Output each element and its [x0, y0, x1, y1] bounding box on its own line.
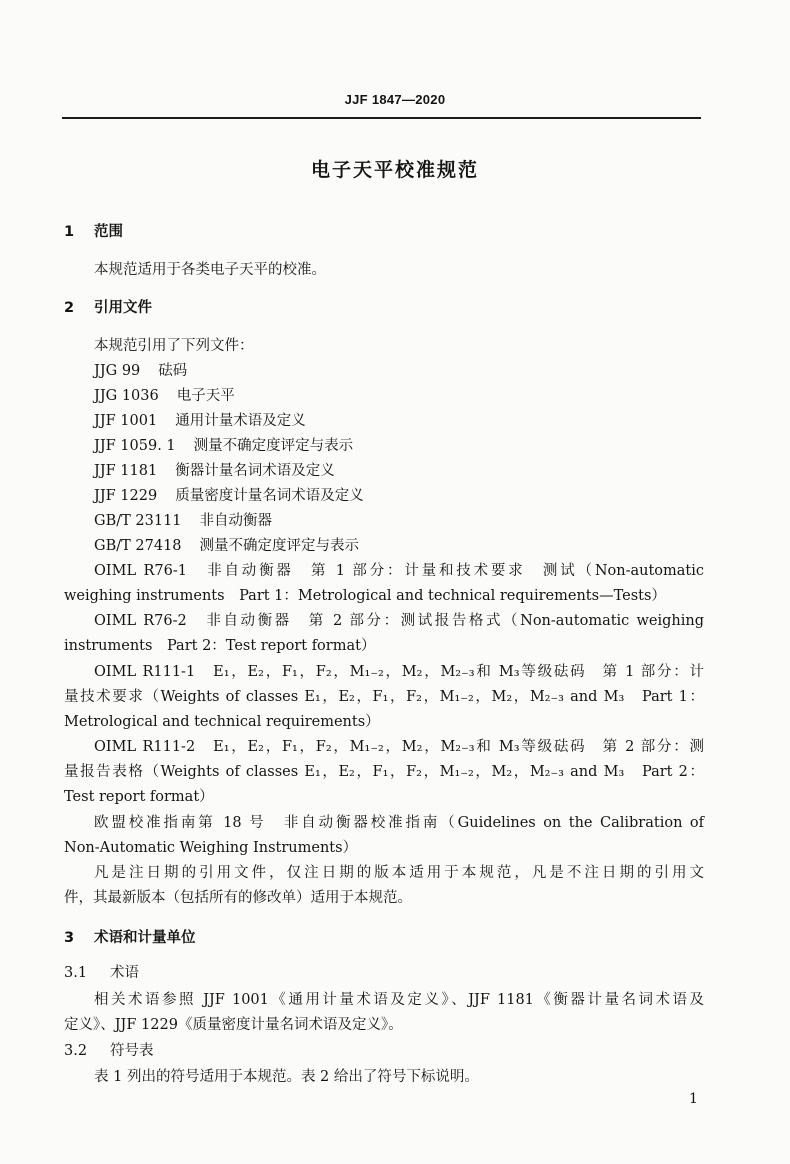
page-title: 电子天平校准规范: [310, 159, 479, 181]
reference-name: 通用计量术语及定义: [175, 413, 306, 429]
page-number: 1: [689, 1091, 698, 1107]
reference-code: JJF 1059. 1: [94, 438, 176, 454]
reference-item: [94, 386, 235, 406]
reference-name: 电子天平: [176, 388, 235, 404]
oiml-r76-1-line-2: weighing instruments Part 1：Metrological and technical requirements—Tests）: [64, 588, 666, 604]
oiml-r111-2-line-1: OIML R111-2 E₁，E₂，F₁，F₂，M₁₋₂，M₂，M₂₋₃和 M₃等级砝码 第 2 部分：测: [94, 739, 704, 755]
oiml-r111-1-line-2: 量技术要求（Weights of classes E₁，E₂，F₁，F₂，M₁₋₂，M₂，M₂₋₃ and M₃ Part 1：: [64, 689, 704, 705]
reference-code: JJF 1229: [94, 488, 158, 504]
oiml-r76-1-line-1: OIML R76-1 非自动衡器 第 1 部分：计量和技术要求 测试（Non-automatic: [94, 563, 704, 579]
subsection-3-1-body-line-1: 相关术语参照 JJF 1001《通用计量术语及定义》、JJF 1181《衡器计量名词术语及: [94, 992, 704, 1008]
oiml-r111-1-line-3: Metrological and technical requirements）: [64, 714, 380, 730]
section-3-number: 3: [64, 930, 75, 946]
reference-name: 砝码: [158, 363, 188, 379]
reference-name: 衡器计量名词术语及定义: [175, 463, 335, 479]
dated-note-line-2: 件，其最新版本（包括所有的修改单）适用于本规范。: [64, 890, 412, 906]
section-1-title: 范围: [94, 224, 123, 240]
section-3-title: 术语和计量单位: [94, 930, 196, 946]
reference-name: 质量密度计量名词术语及定义: [175, 488, 364, 504]
reference-code: JJF 1001: [94, 413, 158, 429]
section-1-number: 1: [64, 224, 75, 240]
eu-guide-line-1: 欧盟校准指南第 18 号 非自动衡器校准指南（Guidelines on the Calibration of: [94, 815, 704, 831]
reference-item: [94, 436, 353, 456]
reference-name: 测量不确定度评定与表示: [193, 438, 354, 454]
reference-item: [94, 361, 187, 381]
oiml-r111-1-line-1: OIML R111-1 E₁，E₂，F₁，F₂，M₁₋₂，M₂，M₂₋₃和 M₃等级砝码 第 1 部分：计: [94, 664, 704, 680]
reference-item: [94, 486, 364, 506]
reference-item: [94, 411, 306, 431]
eu-guide-line-2: Non-Automatic Weighing Instruments）: [64, 840, 358, 856]
reference-item: [94, 536, 359, 556]
reference-code: JJG 1036: [94, 388, 159, 404]
subsection-3-2-title: 符号表: [110, 1043, 154, 1059]
section-2-title: 引用文件: [94, 300, 152, 316]
subsection-3-2-number: 3.2: [64, 1043, 88, 1059]
reference-item: [94, 461, 335, 481]
section-3-heading: [64, 928, 196, 948]
reference-name: 非自动衡器: [199, 513, 273, 529]
document-header-code: JJF 1847—2020: [344, 92, 446, 107]
reference-code: GB/T 23111: [94, 513, 182, 529]
oiml-r111-2-line-3: Test report format）: [64, 789, 214, 805]
header-rule: [62, 117, 701, 119]
dated-note-line-1: 凡是注日期的引用文件，仅注日期的版本适用于本规范，凡是不注日期的引用文: [94, 865, 704, 881]
reference-item: [94, 511, 272, 531]
subsection-3-1-number: 3.1: [64, 965, 88, 981]
section-2-intro: 本规范引用了下列文件：: [94, 338, 254, 354]
subsection-3-1-body-line-2: 定义》、JJF 1229《质量密度计量名词术语及定义》。: [64, 1017, 403, 1033]
subsection-3-1-heading: [64, 963, 139, 983]
section-1-body: 本规范适用于各类电子天平的校准。: [94, 262, 326, 278]
subsection-3-1-title: 术语: [110, 965, 139, 981]
reference-code: JJF 1181: [94, 463, 158, 479]
reference-code: JJG 99: [94, 363, 141, 379]
section-2-number: 2: [64, 300, 75, 316]
oiml-r76-2-line-2: instruments Part 2：Test report format）: [64, 638, 376, 654]
subsection-3-2-body: 表 1 列出的符号适用于本规范。表 2 给出了符号下标说明。: [94, 1069, 479, 1085]
reference-code: GB/T 27418: [94, 538, 182, 554]
oiml-r76-2-line-1: OIML R76-2 非自动衡器 第 2 部分：测试报告格式（Non-automatic weighing: [94, 613, 704, 629]
section-1-heading: [64, 222, 123, 242]
reference-name: 测量不确定度评定与表示: [199, 538, 360, 554]
oiml-r111-2-line-2: 量报告表格（Weights of classes E₁，E₂，F₁，F₂，M₁₋₂，M₂，M₂₋₃ and M₃ Part 2：: [64, 764, 704, 780]
subsection-3-2-heading: [64, 1041, 154, 1061]
section-2-heading: [64, 298, 152, 318]
